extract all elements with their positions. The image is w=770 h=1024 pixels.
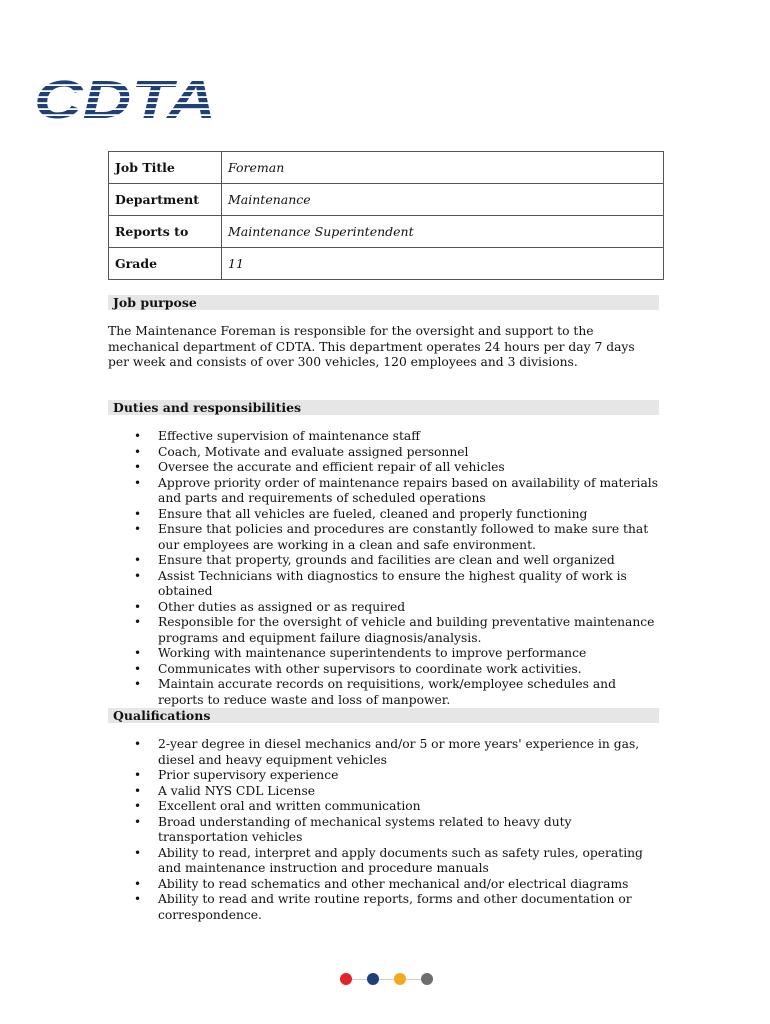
qualifications-section [108,708,659,923]
duty-item: • Assist Technicians with diagnostics to ensure the highest quality of work is obtained [108,569,659,600]
duty-item: • Maintain accurate records on requisitions, work/employee schedules and reports to reduce waste and loss of manpower. [108,677,659,708]
footer-dot [367,973,379,985]
qualification-item: • A valid NYS CDL License [108,784,659,800]
info-label: Job Title [109,152,222,184]
info-row [109,248,664,280]
qualification-item: • Broad understanding of mechanical systems related to heavy duty transportation vehicles [108,815,659,846]
qualification-item: • Prior supervisory experience [108,768,659,784]
duties-list [108,429,659,708]
svg-text:CDTA: CDTA [34,74,216,122]
info-row [109,216,664,248]
info-row [109,184,664,216]
footer-dots [340,973,436,987]
footer-dot [421,973,433,985]
footer-dot [394,973,406,985]
info-label: Grade [109,248,222,280]
duty-item: • Oversee the accurate and efficient repair of all vehicles [108,460,659,476]
qualification-item: • Ability to read schematics and other mechanical and/or electrical diagrams [108,877,659,893]
cdta-logo [34,74,218,122]
info-value: Maintenance Superintendent [222,216,664,248]
qualifications-heading: Qualifications [108,708,659,723]
job-purpose-heading: Job purpose [108,295,659,310]
duty-item: • Working with maintenance superintendents to improve performance [108,646,659,662]
qualifications-list [108,737,659,923]
duty-item: • Communicates with other supervisors to coordinate work activities. [108,662,659,678]
footer-dot [340,973,352,985]
qualification-item: • 2-year degree in diesel mechanics and/or 5 or more years' experience in gas, diesel and heavy equipment vehicles [108,737,659,768]
info-value: Maintenance [222,184,664,216]
duty-item: • Coach, Motivate and evaluate assigned personnel [108,445,659,461]
duty-item: • Ensure that property, grounds and facilities are clean and well organized [108,553,659,569]
job-purpose-text: The Maintenance Foreman is responsible for the oversight and support to the mechanical department of CDTA. This department operates 24 hours per day 7 days per week and consists of over 300 vehicles, 120 employees and 3 divisions. [108,324,635,369]
info-value: 11 [222,248,664,280]
duty-item: • Effective supervision of maintenance staff [108,429,659,445]
footer-dots-line [346,979,430,980]
duty-item: • Other duties as assigned or as required [108,600,659,616]
duty-item: • Responsible for the oversight of vehicle and building preventative maintenance programs and equipment failure diagnosis/analysis. [108,615,659,646]
duty-item: • Approve priority order of maintenance repairs based on availability of materials and parts and requirements of scheduled operations [108,476,659,507]
info-label: Department [109,184,222,216]
duties-heading: Duties and responsibilities [108,400,659,415]
duty-item: • Ensure that policies and procedures are constantly followed to make sure that our employees are working in a clean and safe environment. [108,522,659,553]
qualification-item: • Ability to read, interpret and apply documents such as safety rules, operating and maintenance instruction and procedure manuals [108,846,659,877]
qualification-item: • Ability to read and write routine reports, forms and other documentation or correspondence. [108,892,659,923]
duty-item: • Ensure that all vehicles are fueled, cleaned and properly functioning [108,507,659,523]
info-label: Reports to [109,216,222,248]
job-purpose-section [108,295,659,371]
info-row [109,152,664,184]
duties-section [108,400,659,708]
info-value: Foreman [222,152,664,184]
qualification-item: • Excellent oral and written communication [108,799,659,815]
job-info-table [108,151,664,280]
